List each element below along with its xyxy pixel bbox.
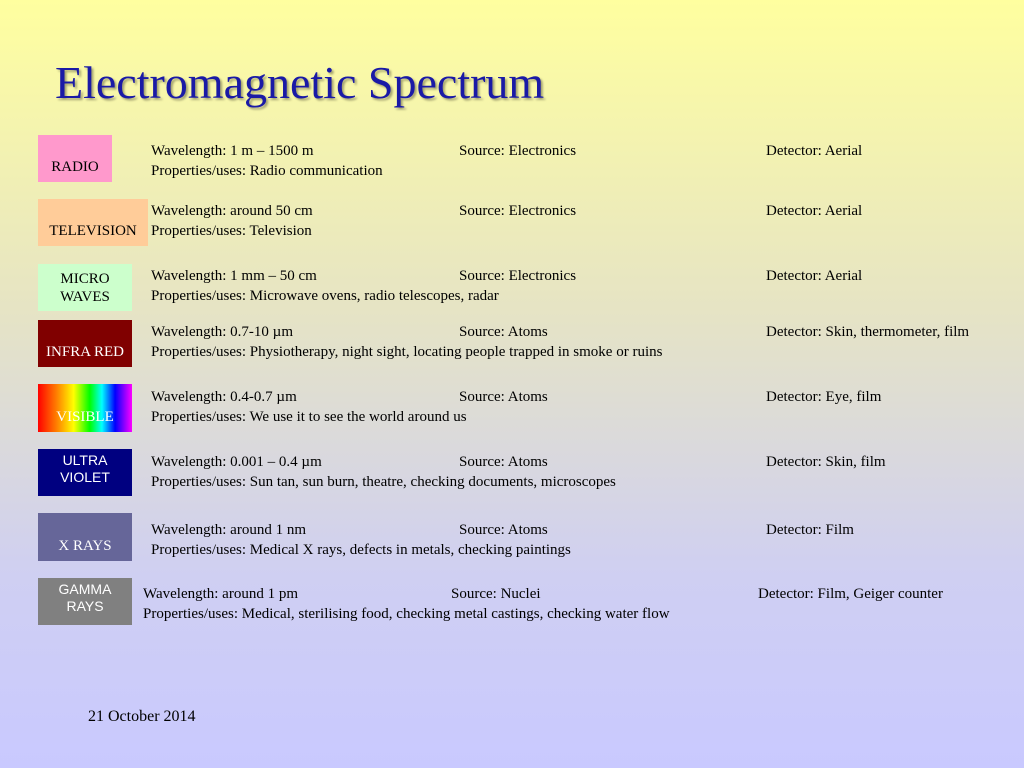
gammarays-info [143, 584, 943, 624]
television-uses: Properties/uses: Television [151, 223, 312, 239]
ultraviolet-label-line2: VIOLET [60, 469, 110, 485]
visible-wavelength: Wavelength: 0.4-0.7 µm [151, 389, 297, 405]
television-label: TELEVISION [49, 223, 137, 239]
infrared-info [151, 322, 970, 362]
visible-label: VISIBLE [56, 409, 114, 425]
slide-date: 21 October 2014 [88, 708, 196, 725]
microwaves-label-line1: MICRO [60, 270, 110, 287]
gammarays-wavelength: Wavelength: around 1 pm [143, 586, 299, 602]
infrared-source: Source: Atoms [459, 324, 548, 340]
visible-info [151, 387, 882, 427]
xrays-source: Source: Atoms [459, 522, 548, 538]
infrared-label: INFRA RED [46, 344, 124, 360]
radio-info [151, 141, 863, 181]
microwaves-info [151, 266, 863, 306]
radio-label: RADIO [51, 159, 99, 175]
radio-uses: Properties/uses: Radio communication [151, 163, 383, 179]
radio-wavelength: Wavelength: 1 m – 1500 m [151, 143, 314, 159]
ultraviolet-detector: Detector: Skin, film [766, 454, 886, 470]
visible-label-box [38, 384, 132, 432]
infrared-wavelength: Wavelength: 0.7-10 µm [151, 324, 293, 340]
visible-detector: Detector: Eye, film [766, 389, 882, 405]
xrays-info [151, 520, 854, 560]
television-label-box [38, 199, 148, 246]
television-info [151, 201, 863, 241]
radio-detector: Detector: Aerial [766, 143, 863, 159]
radio-source: Source: Electronics [459, 143, 577, 159]
radio-label-box [38, 135, 112, 182]
slide-title: Electromagnetic Spectrum [55, 57, 545, 108]
ultraviolet-uses: Properties/uses: Sun tan, sun burn, theatre, checking documents, microscopes [151, 474, 616, 490]
gammarays-label-line2: RAYS [66, 598, 104, 614]
ultraviolet-label-line1: ULTRA [62, 452, 108, 468]
infrared-label-box [38, 320, 132, 367]
xrays-detector: Detector: Film [766, 522, 854, 538]
ultraviolet-source: Source: Atoms [459, 454, 548, 470]
gammarays-label-line1: GAMMA [58, 581, 112, 597]
xrays-label-box [38, 513, 132, 561]
ultraviolet-info [151, 452, 886, 492]
microwaves-detector: Detector: Aerial [766, 268, 863, 284]
infrared-detector: Detector: Skin, thermometer, film [766, 324, 970, 340]
visible-source: Source: Atoms [459, 389, 548, 405]
microwaves-label-line2: WAVES [60, 288, 110, 305]
ultraviolet-label-box [38, 449, 132, 496]
microwaves-uses: Properties/uses: Microwave ovens, radio telescopes, radar [151, 288, 499, 304]
microwaves-label-box [38, 264, 132, 311]
xrays-uses: Properties/uses: Medical X rays, defects in metals, checking paintings [151, 542, 571, 558]
microwaves-wavelength: Wavelength: 1 mm – 50 cm [151, 268, 317, 284]
xrays-wavelength: Wavelength: around 1 nm [151, 522, 307, 538]
gammarays-uses: Properties/uses: Medical, sterilising food, checking metal castings, checking water flow [143, 606, 670, 622]
ultraviolet-wavelength: Wavelength: 0.001 – 0.4 µm [151, 454, 322, 470]
gammarays-detector: Detector: Film, Geiger counter [758, 586, 943, 602]
infrared-uses: Properties/uses: Physiotherapy, night sight, locating people trapped in smoke or ruins [151, 344, 663, 360]
microwaves-source: Source: Electronics [459, 268, 577, 284]
xrays-label: X RAYS [58, 538, 112, 554]
television-source: Source: Electronics [459, 203, 577, 219]
visible-uses: Properties/uses: We use it to see the world around us [151, 409, 467, 425]
gammarays-label-box [38, 578, 132, 625]
television-wavelength: Wavelength: around 50 cm [151, 203, 313, 219]
gammarays-source: Source: Nuclei [451, 586, 541, 602]
television-detector: Detector: Aerial [766, 203, 863, 219]
